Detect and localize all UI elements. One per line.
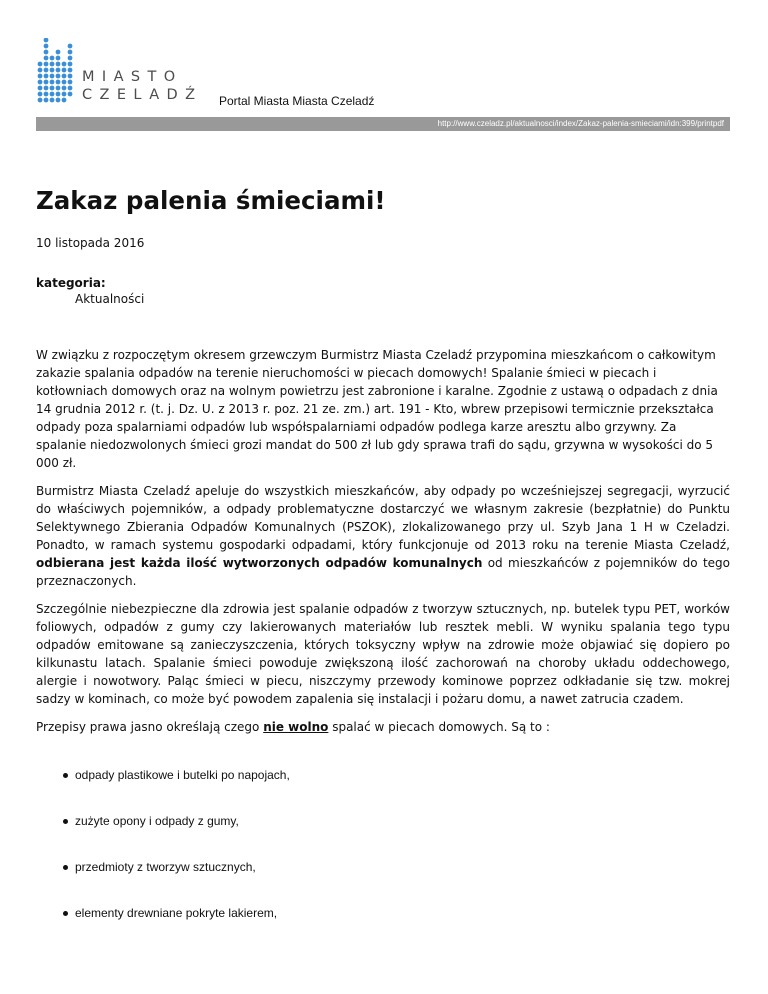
paragraph-2 [36,482,730,590]
paragraph-4-emphasis: nie wolno [263,720,329,734]
page-url[interactable]: http://www.czeladz.pl/aktualnosci/index/Zakaz-palenia-smieciami/idn:399/printpdf [437,119,724,128]
portal-title: Portal Miasta Miasta Czeladź [219,94,375,108]
paragraph-2-text: Burmistrz Miasta Czeladź apeluje do wszystkich mieszkańców, aby odpady po wcześniejszej segregacji, wyrzucić do właściwych pojemników, a odpady problematyczne dostarczyć we własnym zakresie (bezpłatnie) do Punktu Selektywnego Zbierania Odpadów Komunalnych (PSZOK), zlokalizowanego przy ul. Szyb Jana 1 H w Czeladzi. Ponadto, w ramach systemu gospodarki odpadami, który funkcjonuje od 2013 roku na terenie Miasta Czeladź, [36,484,730,552]
logo-line-1: MIASTO [82,69,183,85]
list-item-text: odpady plastikowe i butelki po napojach, [75,768,290,782]
logo-line-2: CZELADŹ [82,87,203,103]
logo-wordmark [82,68,202,104]
article-date: 10 listopada 2016 [36,236,145,250]
article-body [36,346,730,922]
paragraph-3: Szczególnie niebezpieczne dla zdrowia jest spalanie odpadów z tworzyw sztucznych, np. butelek typu PET, worków foliowych, odpadów z gumy czy lakierowanych materiałów lub resztek mebli. W wyniku spalania tego typu odpadów emitowane są zanieczyszczenia, których toksyczny wpływ na zdrowie może objawiać się dopiero po kilkunastu latach. Spalanie śmieci powoduje zwiększoną ilość zachorowań na choroby układu oddechowego, alergie i nowotwory. Paląc śmieci w piecu, niszczymy przewody kominowe poprzez odkładanie się tzw. mokrej sadzy w kominach, co może być powodem zapalenia się instalacji i pożaru domu, a nawet zatrucia czadem. [36,602,730,706]
paragraph-1: W związku z rozpoczętym okresem grzewczym Burmistrz Miasta Czeladź przypomina mieszkańcom o całkowitym zakazie spalania odpadów na terenie nieruchomości w piecach domowych! Spalanie śmieci w piecach i kotłowniach domowych oraz na wolnym powietrzu jest zabronione i karalne. Zgodnie z ustawą o odpadach z dnia 14 grudnia 2012 r. (t. j. Dz. U. z 2013 r. poz. 21 ze. zm.) art. 191 - Kto, wbrew przepisowi termicznie przekształca odpady poza spalarniami odpadów lub współspalarniami odpadów podlega karze aresztu albo grzywny. Za spalanie niedozwolonych śmieci grozi mandat do 500 zł lub gdy sprawa trafi do sądu, grzywna w wysokości do 5 000 zł. [36,348,718,470]
list-item [36,812,730,830]
bullet-icon [63,819,68,824]
category-label: kategoria: [36,276,106,290]
banned-items-list [36,766,730,922]
list-item [36,766,730,784]
logo-mark-icon [36,38,78,108]
paragraph-4-end: spalać w piecach domowych. Są to : [328,720,550,734]
list-item [36,904,730,922]
category-value[interactable]: Aktualności [75,292,145,306]
list-item-text: zużyte opony i odpady z gumy, [75,814,239,828]
paragraph-4 [36,718,730,736]
city-logo[interactable] [36,38,226,108]
bullet-icon [63,865,68,870]
list-item [36,858,730,876]
bullet-icon [63,911,68,916]
url-bar [36,117,730,131]
bullet-icon [63,773,68,778]
paragraph-4-text: Przepisy prawa jasno określają czego [36,720,264,734]
list-item-text: przedmioty z tworzyw sztucznych, [75,860,256,874]
paragraph-2-end: od mieszkańców z pojemników do tego przeznaczonych. [36,556,730,588]
list-item-text: elementy drewniane pokryte lakierem, [75,906,278,920]
paragraph-2-bold: odbierana jest każda ilość wytworzonych odpadów komunalnych [36,556,483,570]
article-title: Zakaz palenia śmieciami! [36,186,386,215]
